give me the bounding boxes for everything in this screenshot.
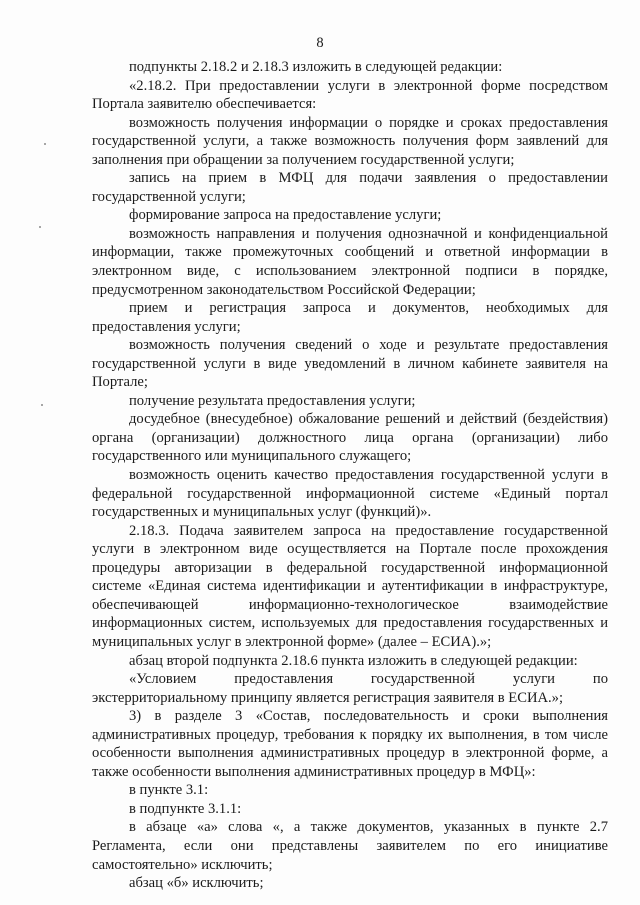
- scan-speck: [44, 143, 46, 145]
- paragraph: 2.18.3. Подача заявителем запроса на предоставление государственной услуги в электронном виде осуществляется на Портале после прохождения процедуры авторизации в федеральной государственной информационной системе «Единая система идентификации и аутентификации в инфраструктуре, обеспечивающей информационно-технологическое взаимодействие информационных систем, используемых для предоставления государственных и муниципальных услуг в электронной форме» (далее – ЕСИА).»;: [92, 522, 608, 650]
- paragraph: прием и регистрация запроса и документов, необходимых для предоставления услуги;: [92, 300, 608, 335]
- document-body: [92, 58, 608, 893]
- paragraph: «2.18.2. При предоставлении услуги в электронной форме посредством Портала заявителю обеспечивается:: [92, 77, 608, 113]
- paragraph: «Условием предоставления государственной услуги по экстерриториальному принципу является регистрация заявителя в ЕСИА.»;: [92, 671, 608, 706]
- scan-speck: [39, 226, 41, 228]
- paragraph: подпункты 2.18.2 и 2.18.3 изложить в следующей редакции:: [129, 59, 503, 75]
- paragraph: возможность направления и получения однозначной и конфиденциальной информации, также промежуточных сообщений и ответной информации в электронном виде, с использованием электронной подписи в порядке, предусмотренном законодательством Российской Федерации;: [92, 225, 608, 298]
- paragraph: возможность получения сведений о ходе и результате предоставления государственной услуги в виде уведомлений в личном кабинете заявителя на Портале;: [92, 337, 608, 391]
- paragraph: возможность оценить качество предоставления государственной услуги в федеральной государственной информационной системе «Единый портал государственных и муниципальных услуг (функций)».: [92, 467, 608, 521]
- paragraph: запись на прием в МФЦ для подачи заявления о предоставлении государственной услуги;: [92, 170, 608, 205]
- paragraph: 3) в разделе 3 «Состав, последовательность и сроки выполнения административных процедур, требования к порядку их выполнения, в том числе особенности выполнения административных процедур в электронной форме, а также особенности выполнения административных процедур в МФЦ»:: [92, 708, 608, 780]
- paragraph: абзац второй подпункта 2.18.6 пункта изложить в следующей редакции:: [129, 652, 578, 669]
- paragraph: формирование запроса на предоставление услуги;: [129, 207, 442, 224]
- paragraph: абзац «б» исключить;: [129, 875, 264, 892]
- paragraph: в пункте 3.1:: [129, 782, 209, 799]
- scan-speck: [41, 404, 43, 406]
- page-number: 8: [316, 35, 324, 51]
- paragraph: в подпункте 3.1.1:: [129, 800, 242, 817]
- paragraph: в абзаце «а» слова «, а также документов, указанных в пункте 2.7 Регламента, если они представлены заявителем по его инициативе самостоятельно» исключить;: [92, 819, 608, 873]
- paragraph: досудебное (внесудебное) обжалование решений и действий (бездействия) органа (организации) должностного лица органа (организации) либо государственного или муниципального служащего;: [92, 411, 608, 465]
- paragraph: получение результата предоставления услуги;: [129, 392, 416, 409]
- paragraph: возможность получения информации о порядке и сроках предоставления государственной услуги, а также возможность получения форм заявлений для заполнения при обращении за получением государственной услуги;: [92, 114, 608, 168]
